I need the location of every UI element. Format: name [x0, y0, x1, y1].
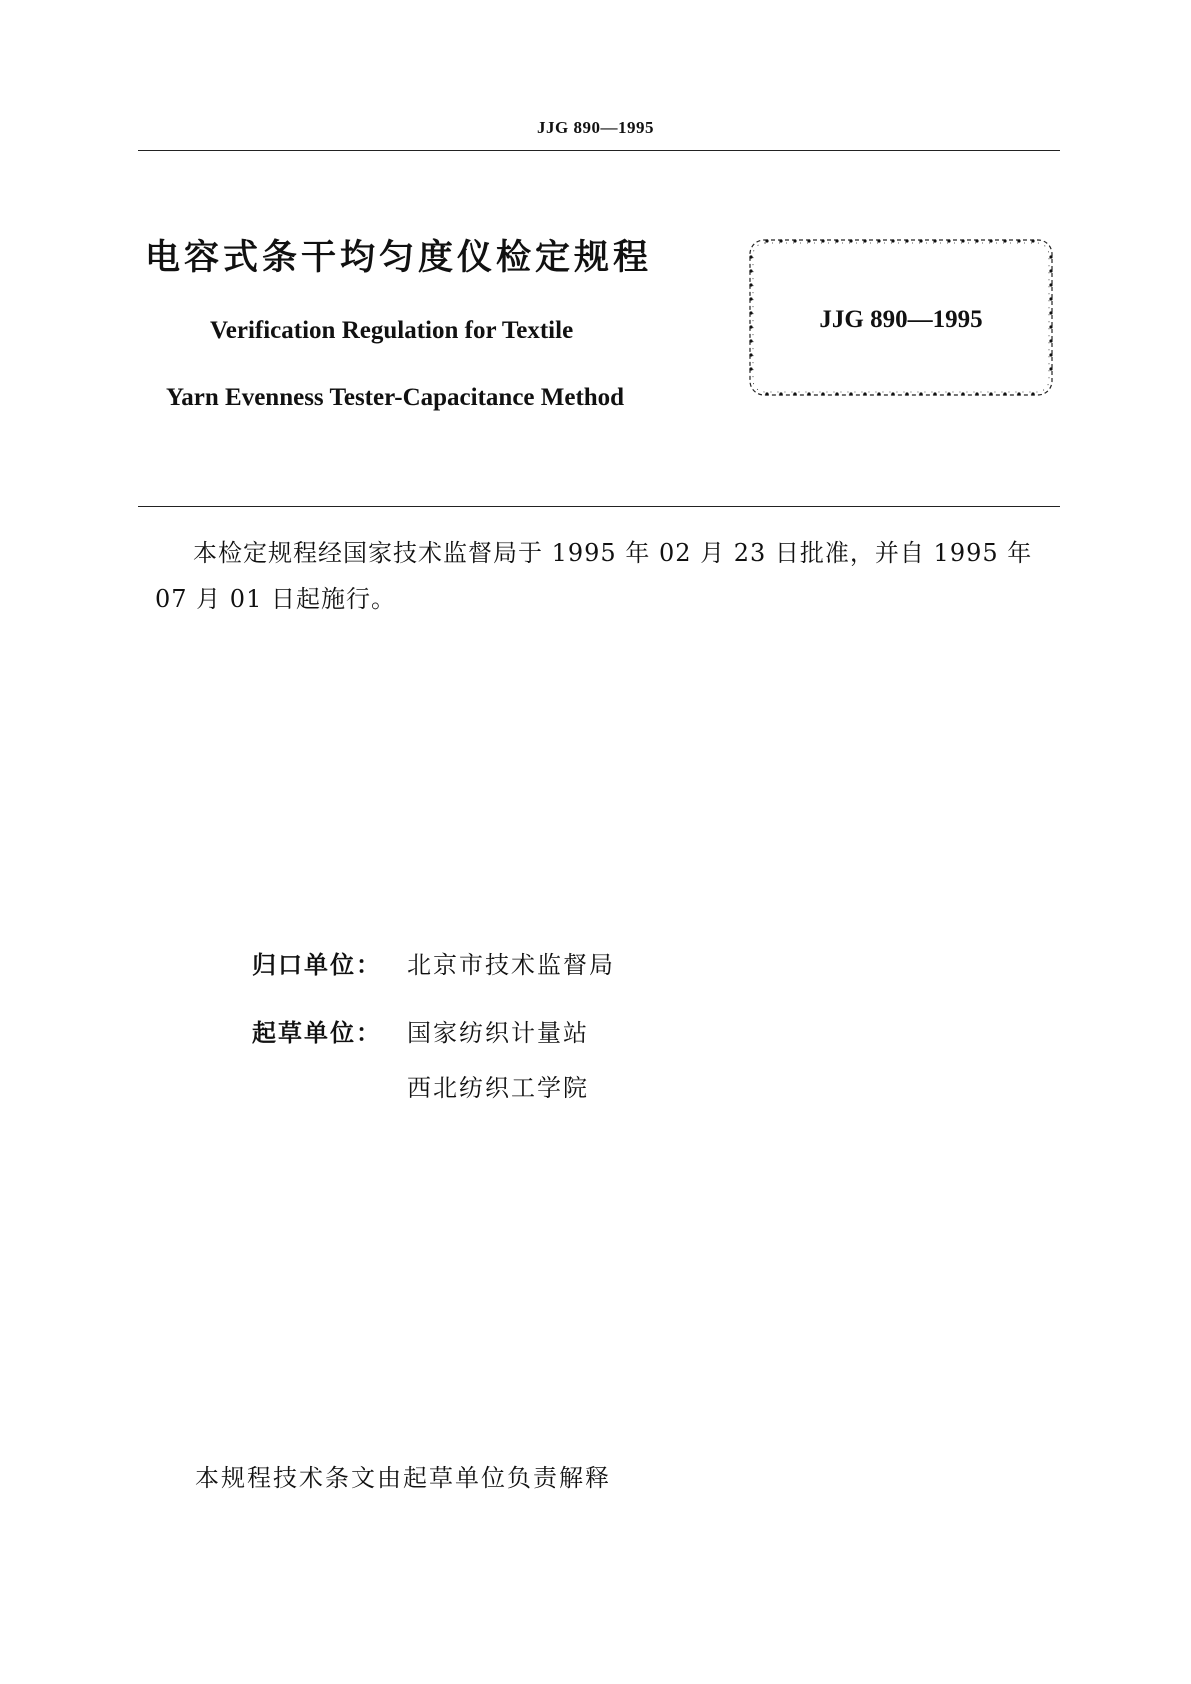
drafting-unit-label: 起草单位：	[252, 1019, 382, 1047]
approval-text: 本检定规程经国家技术监督局于 1995 年 02 月 23 日批准，并自 1995 年 07 月 01 日起施行。	[155, 539, 1033, 613]
drafting-unit-value-2: 西北纺织工学院	[407, 1074, 589, 1102]
footer-note: 本规程技术条文由起草单位负责解释	[195, 1464, 611, 1492]
drafting-unit-value-1: 国家纺织计量站	[407, 1019, 589, 1047]
responsible-unit-label: 归口单位：	[252, 951, 382, 979]
header-rule	[138, 150, 1060, 151]
title-rule	[138, 506, 1060, 507]
code-box	[745, 235, 1057, 400]
header-code: JJG 890—1995	[537, 118, 654, 137]
responsible-unit-value: 北京市技术监督局	[407, 951, 615, 979]
code-box-code: JJG 890—1995	[819, 306, 983, 333]
title-english-line1: Verification Regulation for Textile	[210, 317, 574, 344]
title-chinese: 电容式条干均匀度仪检定规程	[145, 238, 653, 278]
title-english-line2: Yarn Evenness Tester-Capacitance Method	[166, 384, 625, 411]
